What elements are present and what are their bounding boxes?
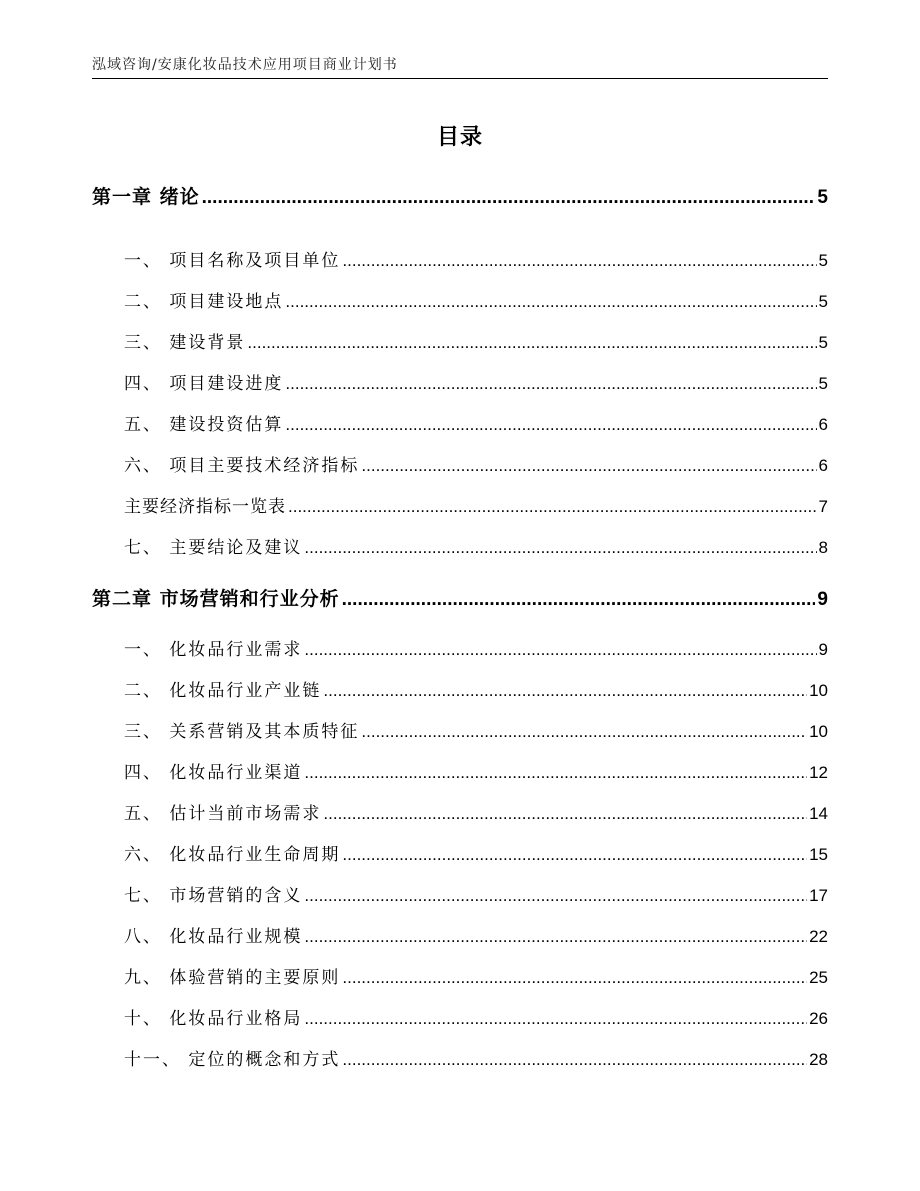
toc-entry-label: 九、 体验营销的主要原则 bbox=[124, 968, 341, 988]
toc-section-2-2[interactable] bbox=[92, 676, 828, 701]
toc-section-1-6[interactable] bbox=[92, 451, 828, 476]
toc-page-number: 28 bbox=[809, 1050, 828, 1069]
toc-section-table[interactable] bbox=[92, 492, 828, 517]
dot-leader bbox=[285, 415, 816, 435]
toc-page-number: 5 bbox=[818, 333, 828, 352]
toc-page-number: 7 bbox=[818, 497, 828, 516]
toc-section-2-1[interactable] bbox=[92, 635, 828, 660]
header-rule bbox=[92, 78, 828, 79]
toc-section-2-5[interactable] bbox=[92, 799, 828, 824]
dot-leader bbox=[304, 763, 807, 783]
toc-section-2-3[interactable] bbox=[92, 717, 828, 742]
toc-page-number: 14 bbox=[809, 804, 828, 823]
dot-leader bbox=[361, 722, 807, 742]
toc-entry-label: 十、 化妆品行业格局 bbox=[124, 1009, 303, 1029]
toc-page-number: 26 bbox=[809, 1009, 828, 1028]
dot-leader bbox=[323, 804, 807, 824]
dot-leader bbox=[304, 1009, 807, 1029]
dot-leader bbox=[285, 374, 816, 394]
toc-page-number: 8 bbox=[818, 538, 828, 557]
toc-entry-label: 五、 估计当前市场需求 bbox=[124, 804, 322, 824]
toc-entry-label: 二、 化妆品行业产业链 bbox=[124, 681, 322, 701]
toc-page-number: 10 bbox=[809, 681, 828, 700]
toc-page-number: 12 bbox=[809, 763, 828, 782]
toc-entry-label: 六、 项目主要技术经济指标 bbox=[124, 456, 360, 476]
toc-section-1-2[interactable] bbox=[92, 287, 828, 312]
toc-entry-label: 主要经济指标一览表 bbox=[124, 497, 286, 517]
toc-entry-label: 七、 主要结论及建议 bbox=[124, 538, 303, 558]
toc-entry-label: 六、 化妆品行业生命周期 bbox=[124, 845, 341, 865]
toc-entry-label: 十一、 定位的概念和方式 bbox=[124, 1050, 341, 1070]
toc-page-number: 17 bbox=[809, 886, 828, 905]
toc-page-number: 15 bbox=[809, 845, 828, 864]
toc-entry-label: 二、 项目建设地点 bbox=[124, 292, 284, 312]
dot-leader bbox=[285, 292, 816, 312]
dot-leader bbox=[361, 456, 816, 476]
toc-entry-label: 七、 市场营销的含义 bbox=[124, 886, 303, 906]
toc-entry-label: 五、 建设投资估算 bbox=[124, 415, 284, 435]
toc-entry-label: 四、 项目建设进度 bbox=[124, 374, 284, 394]
dot-leader bbox=[342, 1050, 807, 1070]
toc-entry-label: 三、 关系营销及其本质特征 bbox=[124, 722, 360, 742]
toc-chapter-2[interactable] bbox=[92, 584, 828, 611]
dot-leader bbox=[304, 640, 816, 660]
toc-section-1-1[interactable] bbox=[92, 246, 828, 271]
toc-section-2-11[interactable] bbox=[92, 1045, 828, 1070]
toc-page-number: 22 bbox=[809, 927, 828, 946]
toc-page-number: 5 bbox=[818, 251, 828, 270]
toc-entry-label: 八、 化妆品行业规模 bbox=[124, 927, 303, 947]
dot-leader bbox=[342, 845, 807, 865]
dot-leader bbox=[342, 251, 816, 271]
toc-page-number: 5 bbox=[817, 187, 828, 208]
dot-leader bbox=[304, 927, 807, 947]
toc-page-number: 5 bbox=[818, 374, 828, 393]
toc-entry-label: 四、 化妆品行业渠道 bbox=[124, 763, 303, 783]
toc-section-1-4[interactable] bbox=[92, 369, 828, 394]
toc-section-2-9[interactable] bbox=[92, 963, 828, 988]
toc-section-1-3[interactable] bbox=[92, 328, 828, 353]
toc-section-2-4[interactable] bbox=[92, 758, 828, 783]
toc-title: 目录 bbox=[436, 125, 483, 150]
dot-leader bbox=[202, 187, 816, 209]
toc-section-1-5[interactable] bbox=[92, 410, 828, 435]
toc-page-number: 6 bbox=[818, 415, 828, 434]
toc-page-number: 5 bbox=[818, 292, 828, 311]
toc-entry-label: 第二章 市场营销和行业分析 bbox=[92, 588, 340, 610]
toc-section-2-10[interactable] bbox=[92, 1004, 828, 1029]
dot-leader bbox=[304, 538, 816, 558]
toc-section-2-7[interactable] bbox=[92, 881, 828, 906]
dot-leader bbox=[323, 681, 807, 701]
running-header: 泓域咨询/安康化妆品技术应用项目商业计划书 bbox=[92, 57, 398, 73]
toc-entry-label: 三、 建设背景 bbox=[124, 333, 246, 353]
toc-page-number: 9 bbox=[817, 589, 828, 610]
dot-leader bbox=[304, 886, 807, 906]
toc-page-number: 9 bbox=[818, 640, 828, 659]
toc-entry-label: 第一章 绪论 bbox=[92, 186, 200, 208]
toc-entry-label: 一、 项目名称及项目单位 bbox=[124, 251, 341, 271]
toc-section-2-8[interactable] bbox=[92, 922, 828, 947]
toc-chapter-1[interactable] bbox=[92, 182, 828, 209]
toc-page-number: 25 bbox=[809, 968, 828, 987]
toc-page-number: 10 bbox=[809, 722, 828, 741]
toc-page-number: 6 bbox=[818, 456, 828, 475]
dot-leader bbox=[247, 333, 816, 353]
dot-leader bbox=[342, 968, 807, 988]
toc-section-1-7[interactable] bbox=[92, 533, 828, 558]
dot-leader bbox=[342, 589, 816, 611]
toc-section-2-6[interactable] bbox=[92, 840, 828, 865]
toc-entry-label: 一、 化妆品行业需求 bbox=[124, 640, 303, 660]
dot-leader bbox=[288, 497, 817, 517]
